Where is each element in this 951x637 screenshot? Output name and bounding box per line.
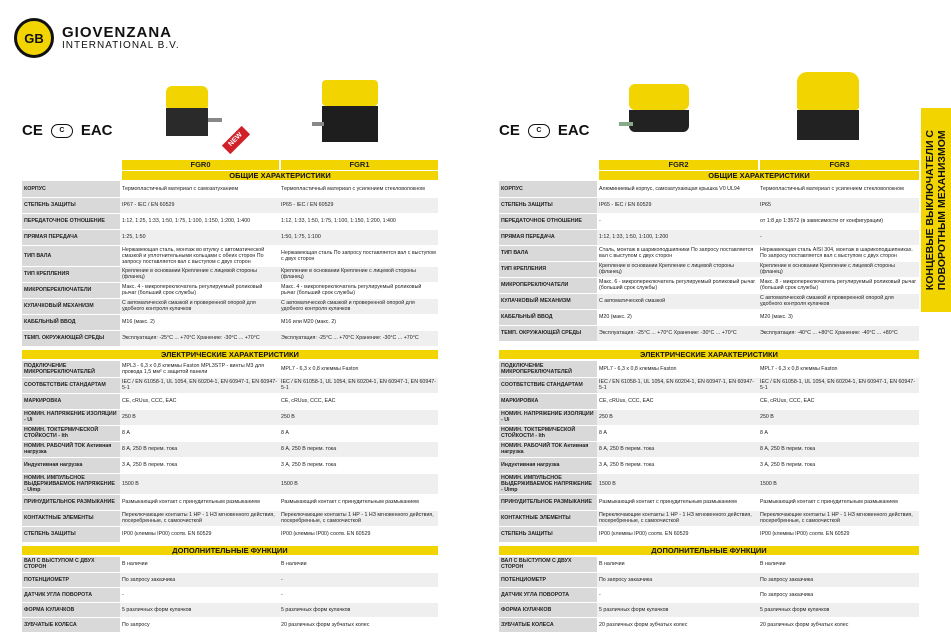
table-row [22,213,438,229]
new-badge: NEW [222,126,250,154]
row-label: ПЕРЕДАТОЧНОЕ ОТНОШЕНИЕ [499,213,597,229]
row-label: ДАТЧИК УГЛА ПОВОРОТА [499,587,597,602]
row-value: 5 различных форм кулачков [758,602,919,617]
row-value: 1500 В [279,473,438,494]
row-value: 8 А [120,425,279,441]
row-label: МАРКИРОВКА [499,393,597,409]
row-value: Крепление в основании Крепление с лицевой стороны (фланец) [597,261,758,277]
row-value: Размыкающий контакт с принудительным размыканием [758,494,919,510]
table-row [499,587,919,602]
row-value: IP67 - IEC / EN 60529 [120,197,279,213]
table-row [499,409,919,425]
row-value: Крепление в основании Крепление с лицевой стороны (фланец) [120,266,279,282]
row-label: ПРЯМАЯ ПЕРЕДАЧА [22,229,120,245]
row-value: 250 В [758,409,919,425]
row-value: CE, cRUus, CCC, EAC [120,393,279,409]
table-row [499,572,919,587]
row-value: По запросу заказчика [597,572,758,587]
table-row [499,510,919,526]
table-row [22,245,438,266]
row-value: M16 (макс. 2) [120,314,279,330]
table-row [499,309,919,325]
table-row [22,510,438,526]
row-label: КОРПУС [499,181,597,197]
extra-title: ДОПОЛНИТЕЛЬНЫЕ ФУНКЦИИ [499,546,919,555]
row-value: - [120,587,279,602]
table-row [22,197,438,213]
side-tab-label: КОНЦЕВЫЕ ВЫКЛЮЧАТЕЛИ С ПОВОРОТНЫМ МЕХАНИЗМОМ [923,129,948,291]
table-row [499,197,919,213]
row-label: Индуктивная нагрузка [22,457,120,473]
row-value: 8 А, 250 В перем. тока [758,441,919,457]
row-value: M20 (макс. 2) [597,309,758,325]
model-fgr2: FGR2 [599,160,758,170]
row-value: В наличии [597,557,758,572]
row-label: ТИП ВАЛА [499,245,597,261]
table-row [499,393,919,409]
table-row [22,229,438,245]
table-row [499,213,919,229]
row-value: Макс. 6 - микропереключатель регулируемый роликовый рычаг (больший срок службы) [597,277,758,293]
row-value: 1:12, 1:33, 1:50, 1:100, 1:200 [597,229,758,245]
row-label: СТЕПЕНЬ ЗАЩИТЫ [499,526,597,542]
row-label: Индуктивная нагрузка [499,457,597,473]
table-row [22,494,438,510]
row-label: СООТВЕТСТВИЕ СТАНДАРТАМ [22,377,120,393]
row-label: КОНТАКТНЫЕ ЭЛЕМЕНТЫ [499,510,597,526]
row-value: 8 А [597,425,758,441]
row-label: СТЕПЕНЬ ЗАЩИТЫ [499,197,597,213]
row-value: 8 А [758,425,919,441]
row-value: IP00 (клеммы IP00) соотв. EN 60529 [758,526,919,542]
row-label: КУЛАЧКОВЫЙ МЕХАНИЗМ [22,298,120,314]
row-value: M16 или M20 (макс. 2) [279,314,438,330]
table-row [22,473,438,494]
model-fgr3: FGR3 [760,160,919,170]
row-label: ТЕМП. ОКРУЖАЮЩЕЙ СРЕДЫ [22,330,120,346]
extra-title: ДОПОЛНИТЕЛЬНЫЕ ФУНКЦИИ [22,546,438,555]
ce-mark-icon: CE [22,122,43,139]
row-label: ЗУБЧАТЫЕ КОЛЕСА [22,617,120,632]
row-value: Нержавеющая сталь По запросу поставляется вал с выступом с двух сторон [279,245,438,266]
row-value: от 1:8 до 1:3572 (в зависимости от конфигурации) [758,213,919,229]
table-row [499,229,919,245]
row-label: НОМИН. РАБОЧИЙ ТОК Активная нагрузка [499,441,597,457]
row-value: Макс. 8 - микропереключатель регулируемый роликовый рычаг (больший срок службы) [758,277,919,293]
row-value: CE, cRUus, CCC, EAC [597,393,758,409]
row-label: КУЛАЧКОВЫЙ МЕХАНИЗМ [499,293,597,309]
row-label: ПРЯМАЯ ПЕРЕДАЧА [499,229,597,245]
row-value: Нержавеющая сталь, монтаж во втулку с автоматической смазкой и уплотнительными кольцами с обеих сторон По запросу поставляется вал с выступом с двух сторон [120,245,279,266]
table-row [499,277,919,293]
row-value: 3 А, 250 В перем. тока [279,457,438,473]
row-value: 20 различных форм зубчатых колес [758,617,919,632]
product-image-fgr0 [162,82,222,142]
row-value: Переключающие контакты 1 НР - 1 НЗ мгновенного действия, посеребренные, с самоочисткой [597,510,758,526]
row-label: НОМИН. ИМПУЛЬСНОЕ ВЫДЕРЖИВАЕМОЕ НАПРЯЖЕНИЕ - Uimp [499,473,597,494]
row-value: 3 А, 250 В перем. тока [597,457,758,473]
row-value: 5 различных форм кулачков [120,602,279,617]
row-label: СТЕПЕНЬ ЗАЩИТЫ [22,526,120,542]
row-label: КАБЕЛЬНЫЙ ВВОД [22,314,120,330]
row-value: IEC / EN 61058-1, UL 1054, EN 60204-1, EN 60947-1, EN 60947-5-1 [597,377,758,393]
row-value: Переключающие контакты 1 НР - 1 НЗ мгновенного действия, посеребренные, с самоочисткой [120,510,279,526]
row-label: ПОДКЛЮЧЕНИЕ МИКРОПЕРЕКЛЮЧАТЕЛЕЙ [22,361,120,377]
row-value: Алюминиевый корпус, самозатухающая крышка V0 UL94 [597,181,758,197]
row-value: В наличии [758,557,919,572]
electrical-table [499,361,919,543]
table-row [499,245,919,261]
row-value: 250 В [597,409,758,425]
row-value: IP65 [758,197,919,213]
row-value: M20 (макс. 3) [758,309,919,325]
row-value: 5 различных форм кулачков [279,602,438,617]
table-row [499,617,919,632]
row-value: Переключающие контакты 1 НР - 1 НЗ мгновенного действия, посеребренные, с самоочисткой [758,510,919,526]
row-value: - [597,587,758,602]
row-value: 20 различных форм зубчатых колес [279,617,438,632]
row-label: ПОТЕНЦИОМЕТР [22,572,120,587]
row-value: По запросу заказчика [120,572,279,587]
table-row [22,330,438,346]
row-value: 3 А, 250 В перем. тока [758,457,919,473]
row-value: MPL7 - 6,3 x 0,8 клеммы Faston [279,361,438,377]
row-value: 5 различных форм кулачков [597,602,758,617]
table-row [499,557,919,572]
electrical-title: ЭЛЕКТРИЧЕСКИЕ ХАРАКТЕРИСТИКИ [499,350,919,359]
model-header-row [122,160,438,170]
row-value: 8 А, 250 В перем. тока [279,441,438,457]
row-value: 250 В [279,409,438,425]
row-value: Размыкающий контакт с принудительным размыканием [279,494,438,510]
row-value: Размыкающий контакт с принудительным размыканием [597,494,758,510]
row-value: 250 В [120,409,279,425]
row-label: ДАТЧИК УГЛА ПОВОРОТА [22,587,120,602]
row-label: ФОРМА КУЛАЧКОВ [499,602,597,617]
row-label: НОМИН. ТОКТЕРМИЧЕСКОЙ СТОЙКОСТИ - Ith [499,425,597,441]
row-label: ПОТЕНЦИОМЕТР [499,572,597,587]
row-label: ПОДКЛЮЧЕНИЕ МИКРОПЕРЕКЛЮЧАТЕЛЕЙ [499,361,597,377]
row-label: ТИП КРЕПЛЕНИЯ [499,261,597,277]
row-value: Крепление в основании Крепление с лицевой стороны (фланец) [279,266,438,282]
row-value: IEC / EN 61058-1, UL 1054, EN 60204-1, EN 60947-1, EN 60947-5-1 [279,377,438,393]
row-value: IP65 - IEC / EN 60529 [597,197,758,213]
table-row [499,361,919,377]
table-row [499,293,919,309]
model-fgr0: FGR0 [122,160,279,170]
table-row [22,361,438,377]
row-value: Сталь, монтаж в шарикоподшипники По запросу поставляется вал с выступом с двух сторон [597,245,758,261]
row-label: ТИП ВАЛА [22,245,120,266]
row-value: Макс. 4 - микропереключатель регулируемый роликовый рычаг (больший срок службы) [279,282,438,298]
row-value: Эксплуатация: -25°C ... +70°C Хранение: -30°C ... +70°C [120,330,279,346]
cert-marks [22,122,113,139]
brand-name: GIOVENZANA [62,23,173,41]
row-value: 3 А, 250 В перем. тока [120,457,279,473]
row-value: Переключающие контакты 1 НР - 1 НЗ мгновенного действия, посеребренные, с самоочисткой [279,510,438,526]
extra-table [22,557,438,633]
row-value: MPL3 - 6,3 x 0,8 клеммы Faston MPL3STP - винты M3 для провода 1,5 мм² с защитой панели [120,361,279,377]
table-row [22,181,438,197]
row-value: По запросу [120,617,279,632]
general-table [499,181,919,342]
row-label: ПРИНУДИТЕЛЬНОЕ РАЗМЫКАНИЕ [499,494,597,510]
row-label: МИКРОПЕРЕКЛЮЧАТЕЛИ [499,277,597,293]
row-value: CE, cRUus, CCC, EAC [279,393,438,409]
row-value: CE, cRUus, CCC, EAC [758,393,919,409]
row-value: Термопластичный материал с усилением стекловолокном [758,181,919,197]
general-table [22,181,438,347]
row-value: IEC / EN 61058-1, UL 1054, EN 60204-1, EN 60947-1, EN 60947-5-1 [120,377,279,393]
row-label: НОМИН. НАПРЯЖЕНИЕ ИЗОЛЯЦИИ - Ui [499,409,597,425]
table-row [499,494,919,510]
row-value: 1:12, 1:25, 1:33, 1:50, 1:75, 1:100, 1:150, 1:200, 1:400 [120,213,279,229]
ce-mark-icon: CE [499,122,520,139]
row-value: 1500 В [597,473,758,494]
row-label: КАБЕЛЬНЫЙ ВВОД [499,309,597,325]
row-label: СТЕПЕНЬ ЗАЩИТЫ [22,197,120,213]
table-row [22,617,438,632]
row-value: MPL7 - 6,3 x 0,8 клеммы Faston [597,361,758,377]
table-row [499,526,919,542]
row-value: IP00 (клеммы IP00) соотв. EN 60529 [597,526,758,542]
product-image-fgr3 [789,70,869,146]
row-value: 1500 В [758,473,919,494]
row-value: - [279,587,438,602]
product-image-fgr2 [619,82,699,142]
table-row [499,425,919,441]
row-value: С автоматической смазкой и проверенной опорой для удобного контроля кулачков [758,293,919,309]
model-fgr1: FGR1 [281,160,438,170]
row-value: Термопластичный материал с самозатуханием [120,181,279,197]
ccc-mark-icon: C [51,124,73,138]
row-label: ТИП КРЕПЛЕНИЯ [22,266,120,282]
table-row [22,377,438,393]
table-row [22,266,438,282]
row-value: - [758,229,919,245]
table-row [499,441,919,457]
product-image-fgr1 [312,78,392,148]
row-value: По запросу заказчика [758,572,919,587]
row-value: С автоматической смазкой и проверенной опорой для удобного контроля кулачков [120,298,279,314]
table-row [22,282,438,298]
row-value: 20 различных форм зубчатых колес [597,617,758,632]
table-row [22,441,438,457]
row-label: ТЕМП. ОКРУЖАЮЩЕЙ СРЕДЫ [499,325,597,341]
row-value: 1:25, 1:50 [120,229,279,245]
row-value: Термопластичный материал с усилением стекловолокном [279,181,438,197]
row-value: Эксплуатация: -25°C ... +70°C Хранение: -30°C ... +70°C [597,325,758,341]
row-label: СООТВЕТСТВИЕ СТАНДАРТАМ [499,377,597,393]
row-value: Макс. 4 - микропереключатель регулируемый роликовый рычаг (больший срок службы) [120,282,279,298]
row-value: 8 А, 250 В перем. тока [597,441,758,457]
table-row [499,325,919,341]
extra-table [499,557,919,633]
row-value: IEC / EN 61058-1, UL 1054, EN 60204-1, EN 60947-1, EN 60947-5-1 [758,377,919,393]
row-value: - [597,213,758,229]
row-value: IP00 (клеммы IP00) соотв. EN 60529 [279,526,438,542]
row-value: 1500 В [120,473,279,494]
table-row [22,314,438,330]
electrical-table [22,361,438,543]
row-value: - [279,572,438,587]
model-header-row [599,160,919,170]
row-label: ВАЛ С ВЫСТУПОМ С ДВУХ СТОРОН [499,557,597,572]
row-label: НОМИН. РАБОЧИЙ ТОК Активная нагрузка [22,441,120,457]
row-value: 1:12, 1:33, 1:50, 1:75, 1:100, 1:150, 1:200, 1:400 [279,213,438,229]
table-row [22,457,438,473]
row-value: С автоматической смазкой и проверенной опорой для удобного контроля кулачков [279,298,438,314]
side-tab [921,108,951,312]
row-value: IP00 (клеммы IP00) соотв. EN 60529 [120,526,279,542]
table-row [499,473,919,494]
row-value: MPL7 - 6,3 x 0,8 клеммы Faston [758,361,919,377]
row-value: Нержавеющая сталь AISI 304, монтаж в шарикоподшипниках. По запросу поставляется вал с выступом с двух сторон [758,245,919,261]
row-value: 8 А, 250 В перем. тока [120,441,279,457]
table-row [499,181,919,197]
row-label: КОНТАКТНЫЕ ЭЛЕМЕНТЫ [22,510,120,526]
ccc-mark-icon: C [528,124,550,138]
eac-mark-icon: EAC [557,122,590,139]
table-row [499,457,919,473]
electrical-title: ЭЛЕКТРИЧЕСКИЕ ХАРАКТЕРИСТИКИ [22,350,438,359]
table-row [22,425,438,441]
row-value: Крепление в основании Крепление с лицевой стороны (фланец) [758,261,919,277]
table-row [22,298,438,314]
table-row [22,393,438,409]
general-title: ОБЩИЕ ХАРАКТЕРИСТИКИ [122,171,438,180]
row-value: 8 А [279,425,438,441]
row-label: НОМИН. НАПРЯЖЕНИЕ ИЗОЛЯЦИИ - Ui [22,409,120,425]
table-row [499,602,919,617]
table-row [499,261,919,277]
table-row [22,587,438,602]
table-row [22,602,438,617]
logo-badge: GB [14,18,54,58]
row-value: В наличии [120,557,279,572]
row-label: МИКРОПЕРЕКЛЮЧАТЕЛИ [22,282,120,298]
row-label: НОМИН. ИМПУЛЬСНОЕ ВЫДЕРЖИВАЕМОЕ НАПРЯЖЕНИЕ - Uimp [22,473,120,494]
row-value: С автоматической смазкой [597,293,758,309]
eac-mark-icon: EAC [80,122,113,139]
table-row [499,377,919,393]
row-value: По запросу заказчика [758,587,919,602]
table-row [22,409,438,425]
row-value: В наличии [279,557,438,572]
row-value: Эксплуатация: -25°C ... +70°C Хранение: -30°C ... +70°C [279,330,438,346]
row-value: 1:50, 1:75, 1:100 [279,229,438,245]
table-row [22,572,438,587]
row-label: КОРПУС [22,181,120,197]
row-value: IP65 - IEC / EN 60529 [279,197,438,213]
row-value: Размыкающий контакт с принудительным размыканием [120,494,279,510]
general-title: ОБЩИЕ ХАРАКТЕРИСТИКИ [599,171,919,180]
row-label: ПЕРЕДАТОЧНОЕ ОТНОШЕНИЕ [22,213,120,229]
row-label: МАРКИРОВКА [22,393,120,409]
row-value: Эксплуатация: -40°C ... +80°C Хранение: -40°C ... +80°C [758,325,919,341]
cert-marks [499,122,590,139]
row-label: ФОРМА КУЛАЧКОВ [22,602,120,617]
row-label: НОМИН. ТОКТЕРМИЧЕСКОЙ СТОЙКОСТИ - Ith [22,425,120,441]
table-row [22,557,438,572]
brand-logo [14,18,180,58]
row-label: ВАЛ С ВЫСТУПОМ С ДВУХ СТОРОН [22,557,120,572]
brand-sub: INTERNATIONAL B.V. [62,39,180,51]
row-label: ЗУБЧАТЫЕ КОЛЕСА [499,617,597,632]
row-label: ПРИНУДИТЕЛЬНОЕ РАЗМЫКАНИЕ [22,494,120,510]
table-row [22,526,438,542]
